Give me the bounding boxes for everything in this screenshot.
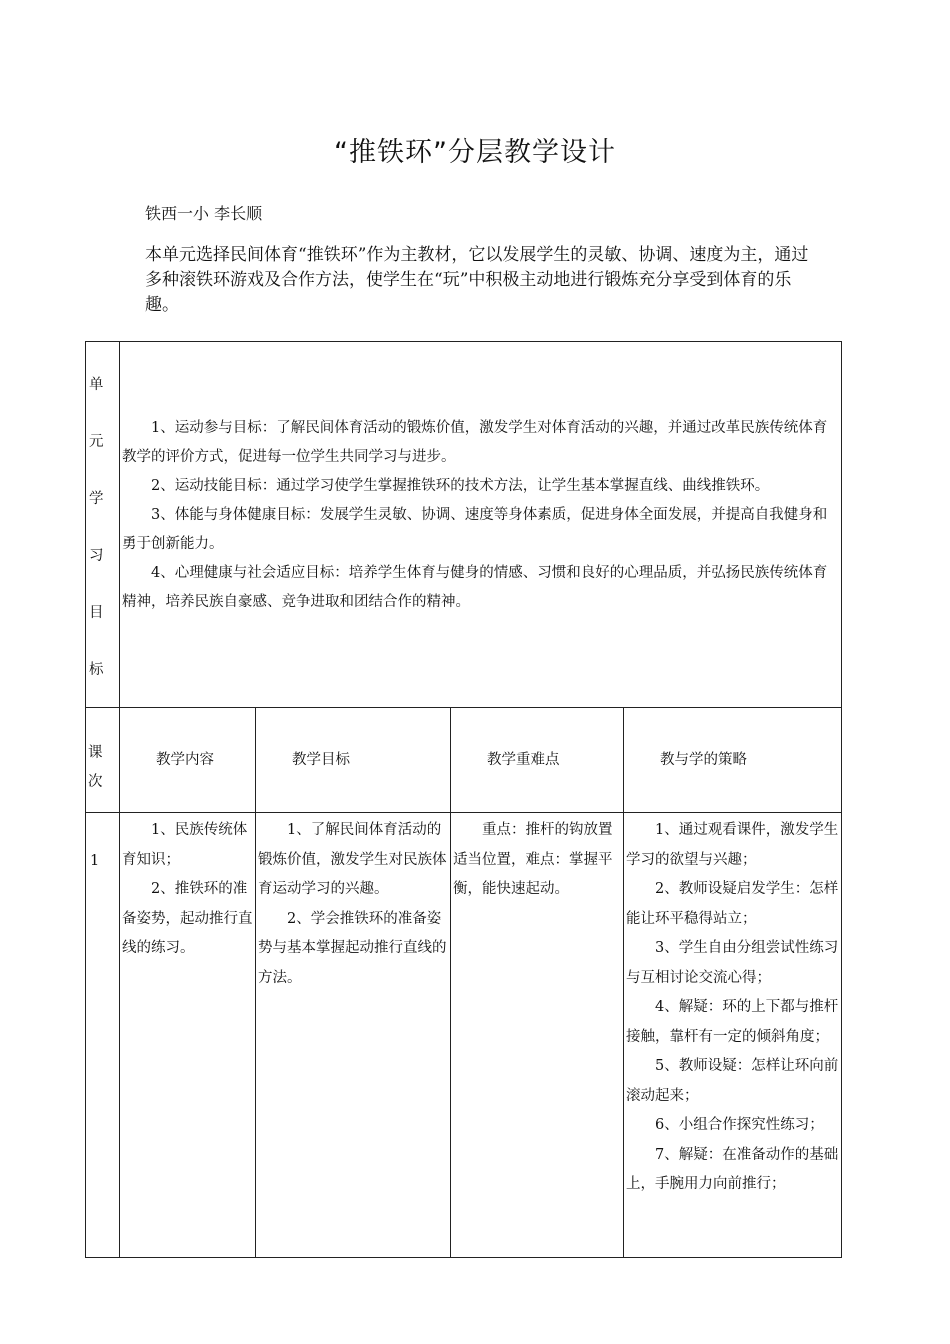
header-lesson-text: 课次: [88, 745, 103, 790]
label-char: 目: [89, 605, 104, 621]
strategy-line: 4、解疑：环的上下都与推杆接触，靠杆有一定的倾斜角度；: [626, 999, 839, 1045]
header-strategy: 教与学的策略: [624, 708, 842, 813]
label-char: 学: [89, 491, 104, 507]
page-title: “推铁环”分层教学设计: [334, 137, 616, 168]
lesson-plan-table: [85, 341, 842, 1258]
goal-item: 4、心理健康与社会适应目标：培养学生体育与健身的情感、习惯和良好的心理品质，并弘扬民族传统体育精神，培养民族自豪感、竞争进取和团结合作的精神。: [122, 565, 828, 610]
intro-text: 本单元选择民间体育“推铁环”作为主教材，它以发展学生的灵敏、协调、速度为主，通过多种滚铁环游戏及合作方法，使学生在“玩”中积极主动地进行锻炼充分享受到体育的乐趣。: [145, 245, 809, 315]
unit-goals-row: [86, 342, 842, 708]
content-line: 1、民族传统体育知识；: [122, 822, 248, 868]
strategy-line: 3、学生自由分组尝试性练习与互相讨论交流心得；: [626, 940, 839, 986]
header-key-points: 教学重难点: [451, 708, 624, 813]
label-char: 习: [89, 548, 104, 564]
strategy-line: 5、教师设疑：怎样让环向前滚动起来；: [626, 1058, 839, 1104]
table-row: [86, 813, 842, 1258]
content-line: 2、推铁环的准备姿势，起动推行直线的练习。: [122, 881, 253, 956]
goal-item: 2、运动技能目标：通过学习使学生掌握推铁环的技术方法，让学生基本掌握直线、曲线推铁环。: [151, 478, 770, 494]
goal-item: 3、体能与身体健康目标：发展学生灵敏、协调、速度等身体素质，促进身体全面发展，并提高自我健身和勇于创新能力。: [122, 507, 828, 552]
strategy-line: 1、通过观看课件，激发学生学习的欲望与兴趣；: [626, 822, 839, 868]
lesson-key-points-cell: [451, 813, 624, 1258]
header-lesson: [86, 708, 120, 813]
unit-goals-label: [86, 342, 120, 708]
author-line: 铁西一小 李长顺: [145, 204, 263, 223]
strategy-line: 2、教师设疑启发学生：怎样能让环平稳得站立；: [626, 881, 839, 927]
label-char: 元: [89, 434, 104, 450]
strategy-line: 7、解疑：在准备动作的基础上，手腕用力向前推行；: [626, 1146, 839, 1192]
label-char: 单: [89, 377, 104, 393]
table-header-row: [86, 708, 842, 813]
intro-paragraph: [145, 243, 825, 318]
goal-item: 1、运动参与目标：了解民间体育活动的锻炼价值，激发学生对体育活动的兴趣，并通过改革民族传统体育教学的评价方式，促进每一位学生共同学习与进步。: [122, 420, 828, 465]
strategy-line: 6、小组合作探究性练习；: [655, 1117, 824, 1133]
key-point-line: 重点：推杆的钩放置适当位置，难点：掌握平衡，能快速起动。: [453, 822, 613, 897]
lesson-strategy-cell: [624, 813, 842, 1258]
objective-line: 2、学会推铁环的准备姿势与基本掌握起动推行直线的方法。: [258, 910, 447, 986]
header-objective: 教学目标: [256, 708, 451, 813]
lesson-number: 1: [86, 813, 120, 1258]
unit-goals-content: [120, 342, 842, 708]
objective-line: 1、了解民间体育活动的锻炼价值，激发学生对民族体育运动学习的兴趣。: [258, 822, 447, 897]
label-char: 标: [89, 662, 104, 678]
lesson-objective-cell: [256, 813, 451, 1258]
lesson-content-cell: [120, 813, 256, 1258]
header-content: 教学内容: [120, 708, 256, 813]
